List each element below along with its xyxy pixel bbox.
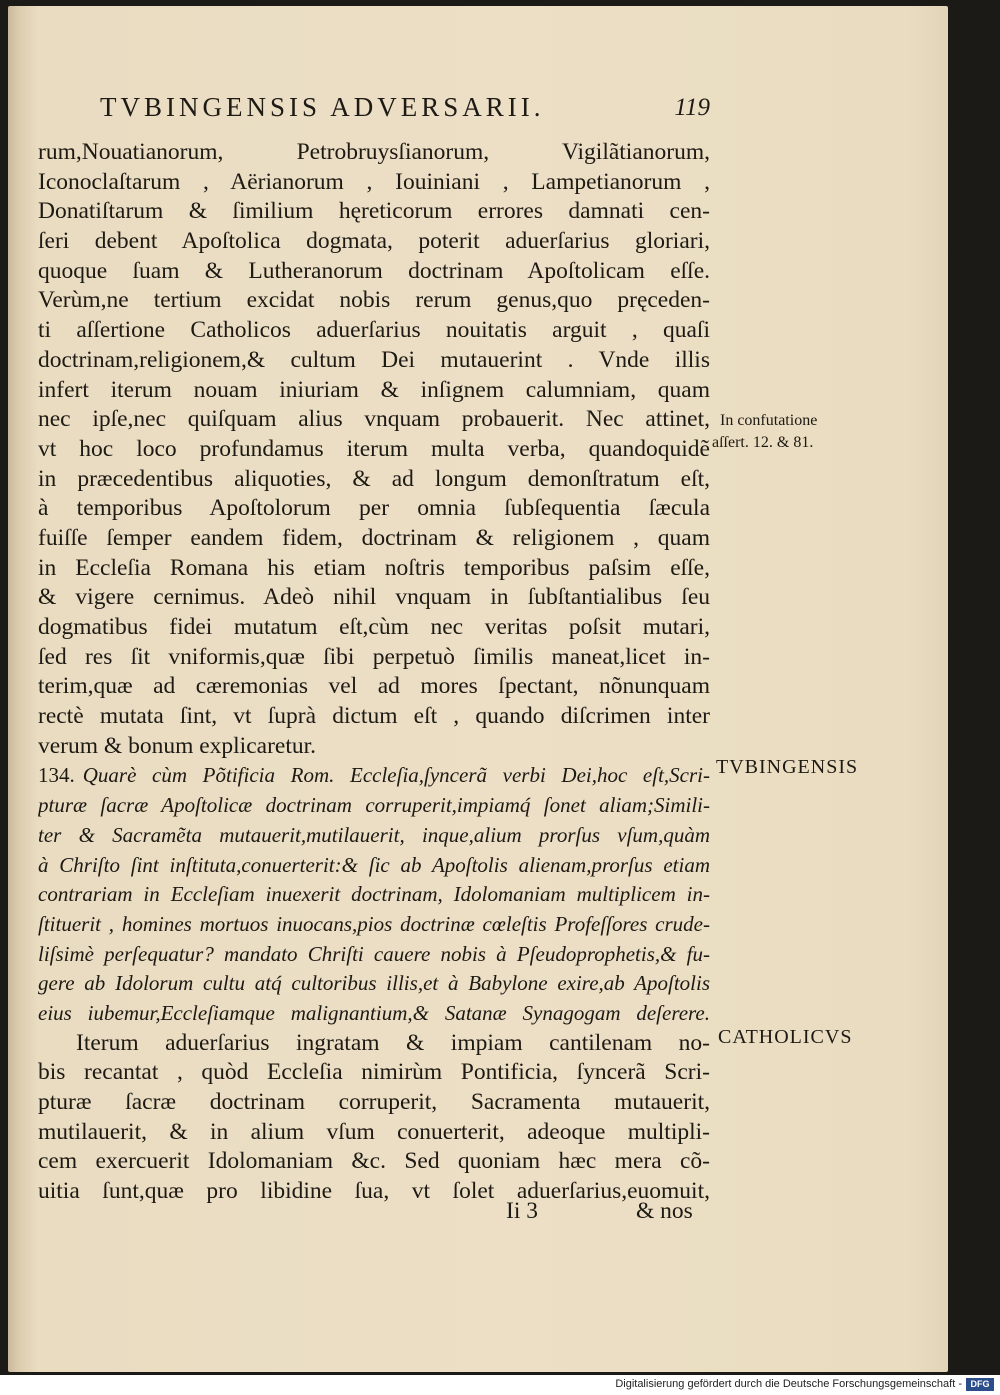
- text-line: mutilauerit, & in alium vſum conuerterit, adeoque multipli-: [38, 1118, 710, 1145]
- text-line: in Eccleſia Romana his etiam noſtris temporibus paſsim eſſe,: [38, 554, 710, 581]
- footer-bar: [0, 1375, 1000, 1395]
- text-line: à temporibus Apoſtolorum per omnia ſubſequentia ſæcula: [38, 495, 710, 522]
- text-line: pturæ ſacræ doctrinam corruperit, Sacramenta mutauerit,: [38, 1089, 710, 1115]
- text-line: fuiſſe ſemper eandem fidem, doctrinam & religionem , quam: [38, 524, 710, 551]
- text-line: in præcedentibus aliquoties, & ad longum demonſtratum eſt,: [38, 465, 710, 492]
- body-text: [38, 138, 710, 1207]
- text-line: Donatiſtarum & ſimilium hęreticorum errores damnati cen-: [38, 198, 710, 225]
- text-line: quoque ſuam & Lutheranorum doctrinam Apoſtolicam eſſe.: [38, 257, 710, 284]
- italic-quote-line: eius iubemur,Eccleſiamque malignantium,& Satanæ Synagogam deſerere.: [38, 1000, 710, 1025]
- paragraph-number: 134.: [38, 763, 75, 788]
- text-line: doctrinam,religionem,& cultum Dei mutauerint . Vnde illis: [38, 346, 710, 373]
- margin-note-assertion-ref: aſſert. 12. & 81.: [712, 434, 814, 451]
- signature-mark: Ii 3: [506, 1198, 538, 1224]
- text-line: ſed res ſit vniformis,quæ ſibi perpetuò ſimilis maneat,licet in-: [38, 643, 710, 670]
- margin-note-tubingensis: TVBINGENSIS: [716, 756, 859, 778]
- page-number: 119: [674, 94, 710, 121]
- italic-quote-line: liſsimè perſequatur? mandato Chriſti cauere nobis à Pſeudoprophetis,& fu-: [38, 941, 710, 966]
- italic-quote-text: Quarè cùm Põtificia Rom. Eccleſia,ſyncerã verbi Dei,hoc eſt,Scri-: [82, 763, 710, 788]
- text-line: bis recantat , quòd Eccleſia nimirùm Pontificia, ſyncerã Scri-: [38, 1059, 710, 1086]
- text-line: ti aſſertione Catholicos aduerſarius nouitatis arguit , quaſi: [38, 317, 710, 344]
- italic-quote-line: contrariam in Eccleſiam inuexerit doctrinam, Idolomaniam multiplicem in-: [38, 882, 710, 907]
- text-line: uitia ſunt,quæ pro libidine ſua, vt ſolet aduerſarius,euomuit,: [38, 1178, 710, 1205]
- text-line: dogmatibus fidei mutatum eſt,cùm nec veritas poſsit mutari,: [38, 614, 710, 640]
- italic-quote-line: [38, 761, 710, 791]
- text-line: Iterum aduerſarius ingratam & impiam cantilenam no-: [76, 1029, 710, 1056]
- italic-quote-line: pturæ ſacræ Apoſtolicæ doctrinam corruperit,impiamq́ ſonet aliam;Simili-: [38, 793, 710, 818]
- running-head-title: TVBINGENSIS ADVERSARII.: [100, 92, 545, 122]
- text-line: nec ipſe,nec quiſquam alius vnquam probauerit. Nec attinet,: [38, 406, 710, 433]
- italic-quote-line: gere ab Idolorum cultu atq́ cultoribus illis,et à Babylone exire,ab Apoſtolis: [38, 971, 710, 996]
- catchword: & nos: [636, 1198, 693, 1224]
- footer-credit: Digitalisierung gefördert durch die Deutsche Forschungsgemeinschaft -: [615, 1378, 962, 1390]
- text-line: rectè mutata ſint, vt ſuprà dictum eſt , quando diſcrimen inter: [38, 703, 710, 730]
- text-line: infert iterum nouam iniuriam & inſignem calumniam, quam: [38, 376, 710, 403]
- text-line: & vigere cernimus. Adeò nihil vnquam in ſubſtantialibus ſeu: [38, 584, 710, 611]
- italic-quote-line: à Chriſto ſint inſtituta,conuerterit:& ſic ab Apoſtolis alienam,prorſus etiam: [38, 852, 710, 877]
- italic-quote-line: ter & Sacramẽta mutauerit,mutilauerit, inque,alium prorſus vſum,quàm: [38, 822, 710, 847]
- text-line: verum & bonum explicaretur.: [38, 732, 317, 759]
- italic-quote-line: ſtituerit , homines mortuos inuocans,pios doctrinæ cœleſtis Profeſſores crude-: [38, 911, 710, 936]
- text-line: ſeri debent Apoſtolica dogmata, poterit aduerſarius gloriari,: [38, 228, 710, 255]
- text-line: Verùm,ne tertium excidat nobis rerum genus,quo pręceden-: [38, 287, 710, 314]
- text-line: Iconoclaſtarum , Aërianorum , Iouiniani , Lampetianorum ,: [38, 168, 710, 195]
- text-line: terim,quæ ad cæremonias vel ad mores ſpectant, nõnunquam: [38, 673, 710, 700]
- text-line: rum,Nouatianorum, Petrobruysſianorum, Vigilãtianorum,: [38, 139, 710, 165]
- running-head: [100, 92, 710, 132]
- margin-note-confutatione: In confutatione: [720, 412, 818, 429]
- margin-note-catholicus: CATHOLICVS: [718, 1026, 853, 1048]
- dfg-logo-icon: DFG: [966, 1378, 994, 1391]
- text-line: cem exercuerit Idolomaniam &c. Sed quoniam hæc mera cõ-: [38, 1148, 710, 1175]
- text-line: vt hoc loco profundamus iterum multa verba, quandoquidẽ: [38, 435, 710, 462]
